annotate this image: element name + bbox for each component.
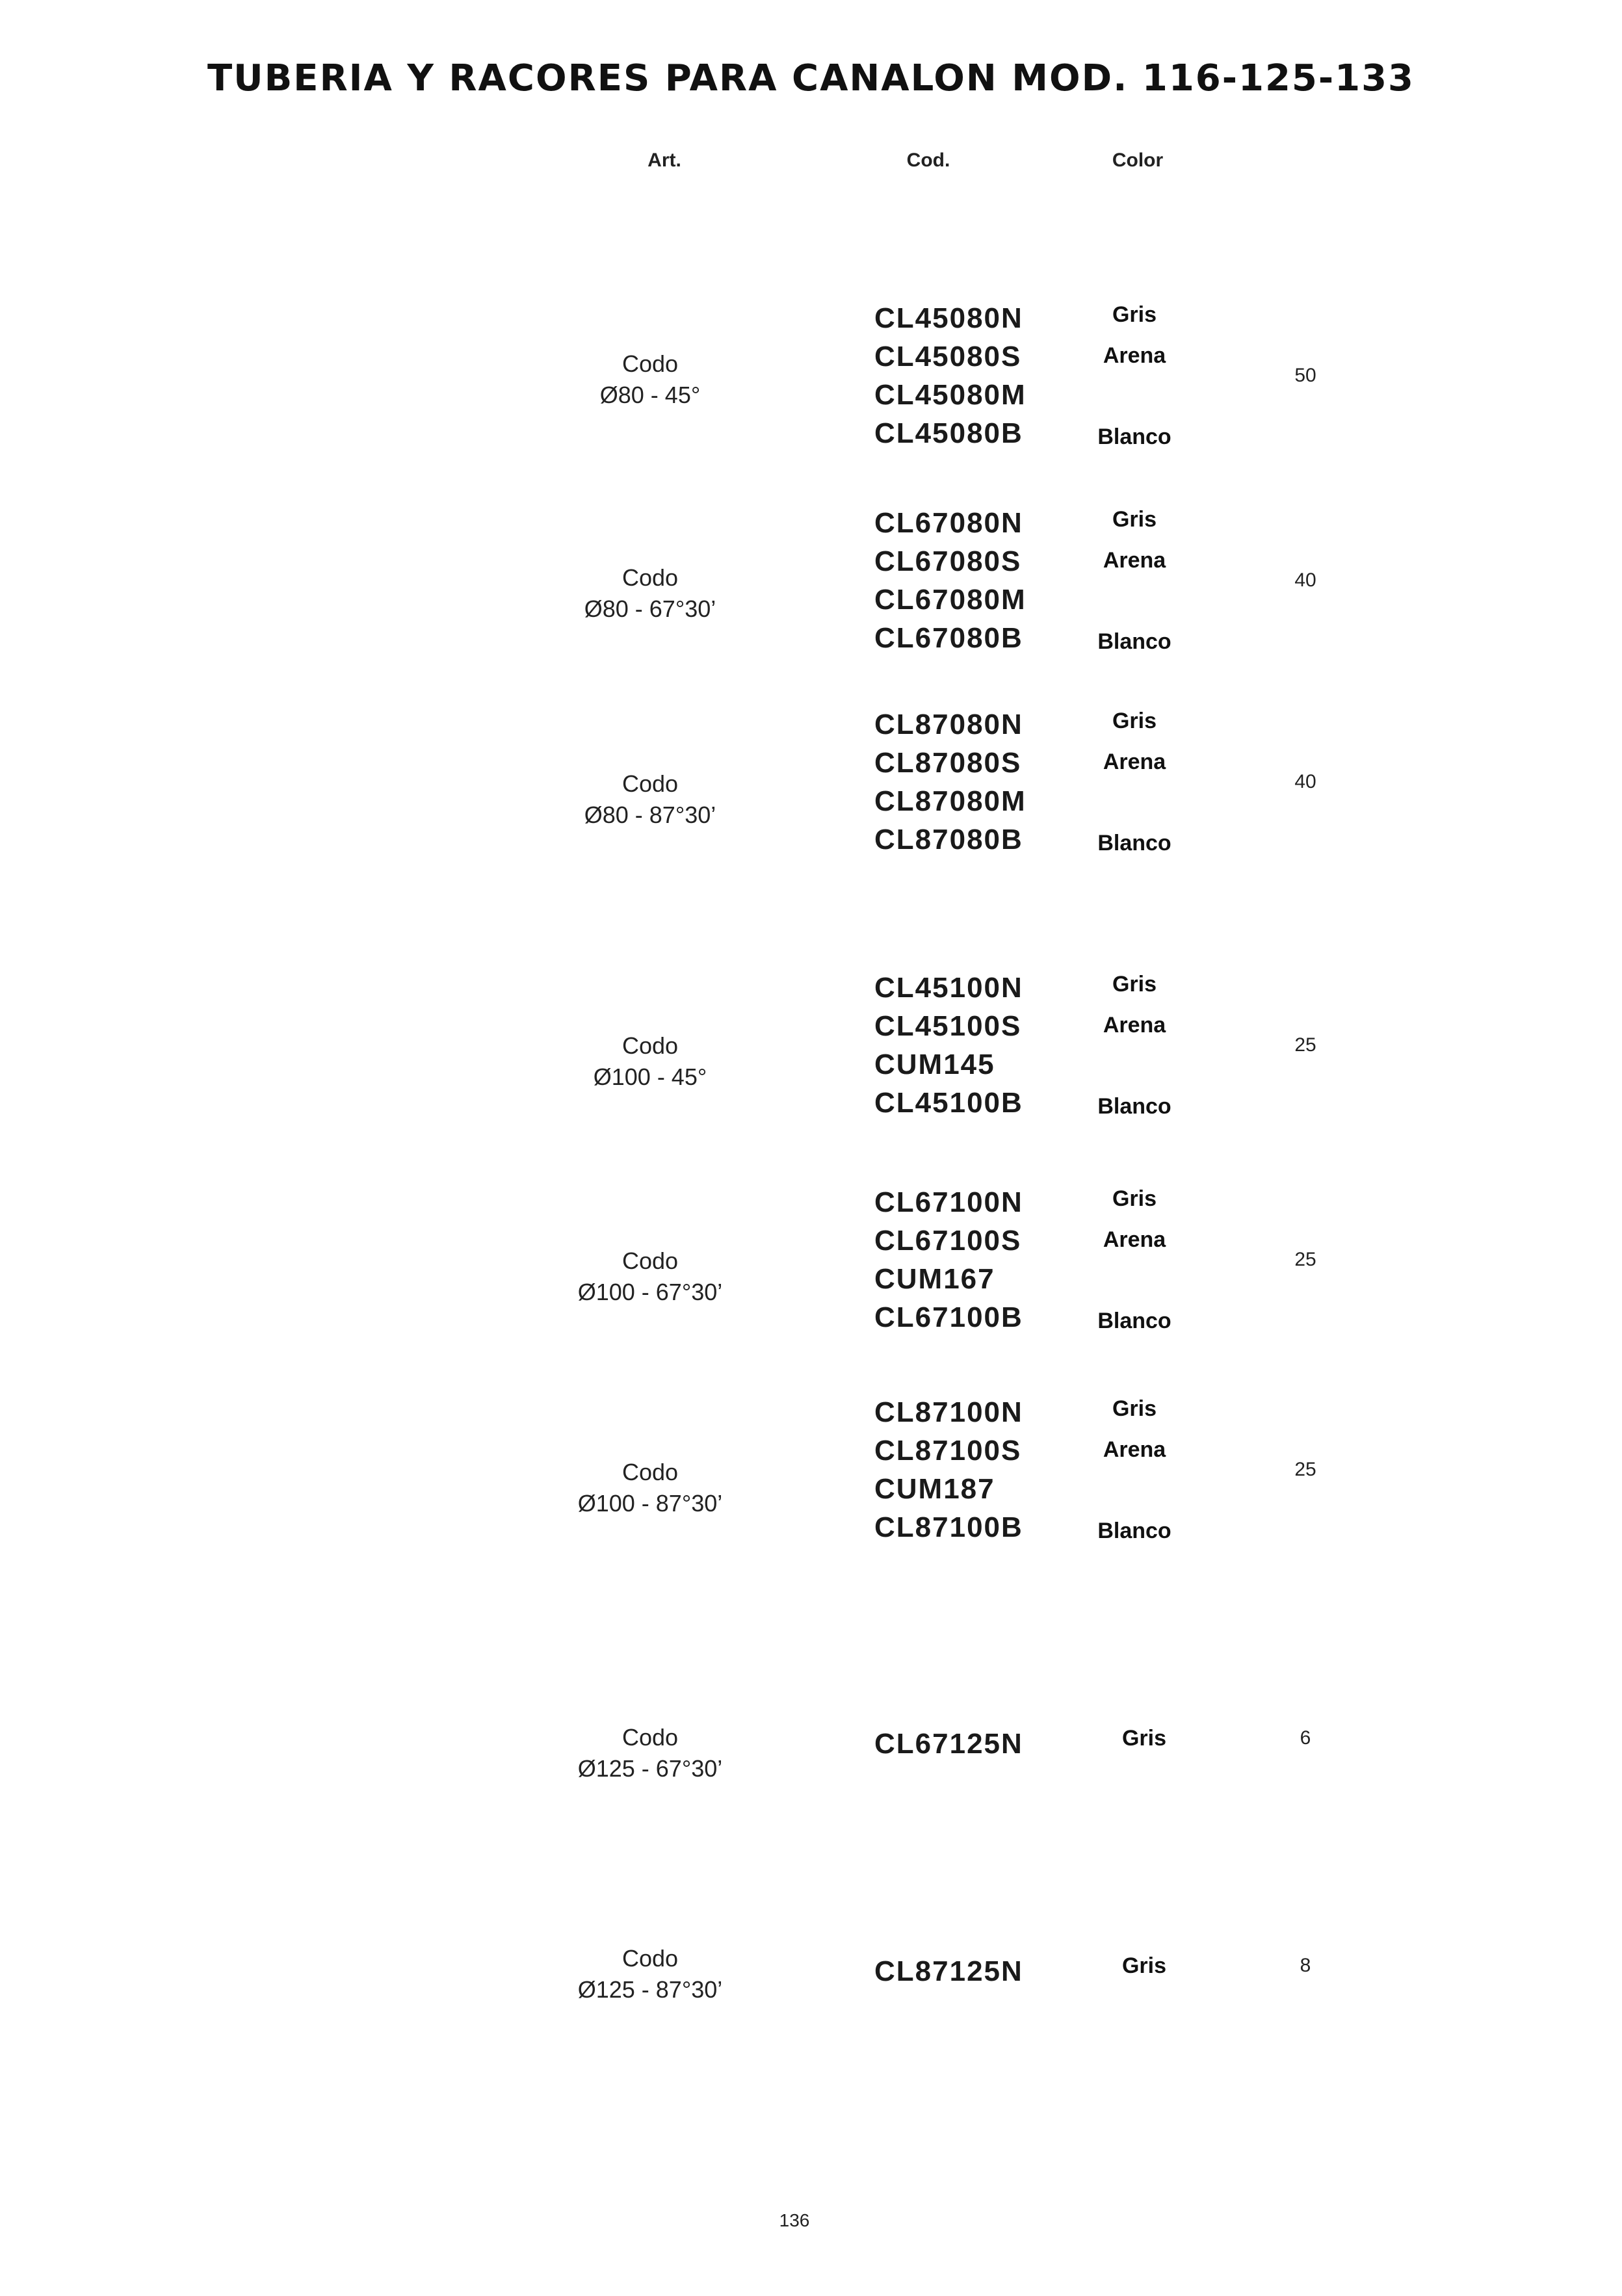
article-name: Codo xyxy=(621,1945,679,1972)
quantity: 25 xyxy=(1294,1249,1316,1270)
code-list xyxy=(874,705,1027,859)
color-label: Gris xyxy=(1112,302,1157,327)
color-label: Arena xyxy=(1103,1013,1166,1037)
product-row xyxy=(0,299,1622,494)
article-name: Codo xyxy=(621,1724,679,1751)
page-number: 136 xyxy=(779,2210,810,2230)
product-code: CL45100B xyxy=(874,1087,1023,1119)
article-name: Codo xyxy=(621,770,679,797)
article-size: Ø80 - 87°30’ xyxy=(584,802,716,828)
quantity: 40 xyxy=(1294,569,1316,591)
color-label: Arena xyxy=(1103,548,1166,573)
header-color: Color xyxy=(1112,150,1164,171)
product-code: CL67080M xyxy=(874,584,1027,616)
quantity: 8 xyxy=(1300,1955,1311,1976)
product-code: CL87080M xyxy=(874,785,1027,817)
page-title: TUBERIA Y RACORES PARA CANALON MOD. 116-125-133 xyxy=(207,57,1415,99)
product-code: CUM145 xyxy=(874,1049,995,1080)
product-code: CL87100B xyxy=(874,1511,1023,1543)
code-list xyxy=(874,1725,1023,1763)
color-label: Gris xyxy=(1112,1186,1157,1211)
article-size: Ø100 - 45° xyxy=(593,1063,707,1090)
header-art: Art. xyxy=(647,150,681,171)
color-label: Blanco xyxy=(1097,629,1171,654)
product-code: CL67080N xyxy=(874,507,1023,539)
product-code: CL87100N xyxy=(874,1396,1023,1428)
color-label: Gris xyxy=(1112,972,1157,997)
product-code: CL45080B xyxy=(874,417,1023,449)
product-row xyxy=(0,1183,1622,1378)
article-size: Ø125 - 67°30’ xyxy=(577,1755,723,1782)
product-code: CUM167 xyxy=(874,1263,995,1295)
quantity: 40 xyxy=(1294,771,1316,792)
product-code: CL45100N xyxy=(874,972,1023,1004)
color-label: Arena xyxy=(1103,750,1166,774)
product-row xyxy=(0,1947,1622,2142)
color-label: Gris xyxy=(1121,1953,1167,1978)
color-label: Gris xyxy=(1112,709,1157,733)
product-code: CL87080B xyxy=(874,824,1023,855)
code-list xyxy=(874,299,1027,452)
product-row xyxy=(0,1726,1622,1921)
product-code: CL87080S xyxy=(874,747,1022,779)
product-code: CL87125N xyxy=(874,1955,1023,1987)
color-label: Blanco xyxy=(1097,1094,1171,1119)
product-code: CL87080N xyxy=(874,709,1023,740)
code-list xyxy=(874,1393,1023,1546)
color-label: Gris xyxy=(1112,1396,1157,1421)
color-label: Arena xyxy=(1103,1227,1166,1252)
product-code: CUM187 xyxy=(874,1473,995,1505)
article-name: Codo xyxy=(621,350,679,377)
color-label: Gris xyxy=(1121,1726,1167,1751)
article-size: Ø125 - 87°30’ xyxy=(577,1976,723,2003)
product-code: CL67080B xyxy=(874,622,1023,654)
product-code: CL67100S xyxy=(874,1225,1022,1257)
article-name: Codo xyxy=(621,564,679,591)
code-list xyxy=(874,504,1027,657)
code-list xyxy=(874,1183,1023,1337)
quantity: 25 xyxy=(1294,1459,1316,1480)
color-label: Blanco xyxy=(1097,1519,1171,1543)
article-name: Codo xyxy=(621,1247,679,1274)
product-code: CL67100N xyxy=(874,1186,1023,1218)
product-code: CL45080M xyxy=(874,379,1027,411)
product-code: CL45080N xyxy=(874,302,1023,334)
quantity: 50 xyxy=(1294,365,1316,386)
color-label: Gris xyxy=(1112,507,1157,532)
code-list xyxy=(874,969,1023,1122)
article-size: Ø80 - 67°30’ xyxy=(584,595,716,622)
color-label: Blanco xyxy=(1097,831,1171,855)
quantity: 6 xyxy=(1300,1727,1311,1749)
product-code: CL67125N xyxy=(874,1728,1023,1760)
product-code: CL67080S xyxy=(874,545,1022,577)
article-size: Ø100 - 87°30’ xyxy=(577,1490,723,1517)
color-label: Blanco xyxy=(1097,1309,1171,1333)
product-row xyxy=(0,1393,1622,1588)
color-label: Arena xyxy=(1103,1437,1166,1462)
article-size: Ø100 - 67°30’ xyxy=(577,1279,723,1305)
color-label: Blanco xyxy=(1097,424,1171,449)
article-size: Ø80 - 45° xyxy=(599,382,701,408)
header-cod: Cod. xyxy=(906,150,950,171)
product-code: CL87100S xyxy=(874,1435,1022,1467)
product-code: CL67100B xyxy=(874,1301,1023,1333)
article-name: Codo xyxy=(621,1459,679,1485)
product-row xyxy=(0,705,1622,900)
color-label: Arena xyxy=(1103,343,1166,368)
code-list xyxy=(874,1952,1023,1990)
product-code: CL45080S xyxy=(874,341,1022,372)
product-row xyxy=(0,504,1622,699)
product-code: CL45100S xyxy=(874,1010,1022,1042)
quantity: 25 xyxy=(1294,1034,1316,1056)
article-name: Codo xyxy=(621,1032,679,1059)
product-row xyxy=(0,969,1622,1164)
